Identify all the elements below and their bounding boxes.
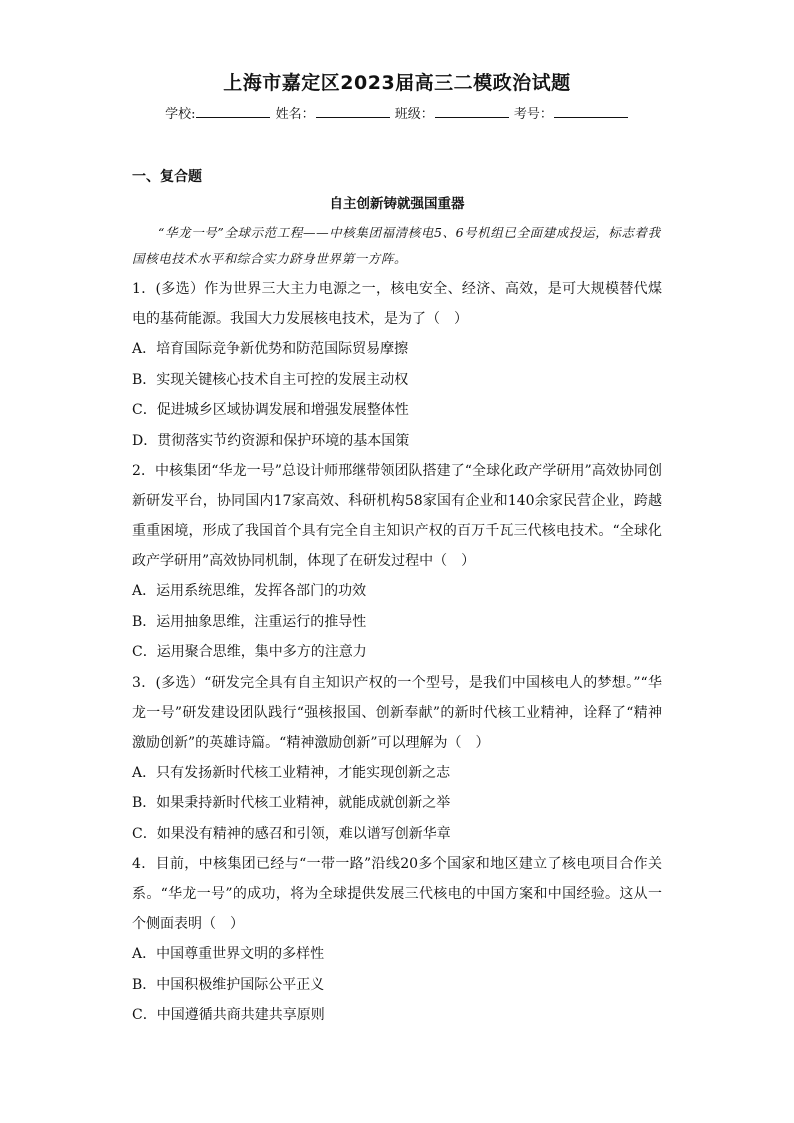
option-b: B．中国积极维护国际公平正义 <box>132 976 325 993</box>
option-a: A．只有发扬新时代核工业精神，才能实现创新之志 <box>132 764 451 781</box>
option-a: A．培育国际竞争新优势和防范国际贸易摩擦 <box>132 341 409 357</box>
exam-content <box>132 220 662 1031</box>
option-b: B．运用抽象思维，注重运行的推导性 <box>132 613 367 630</box>
option-c: C．促进城乡区域协调发展和增强发展整体性 <box>132 402 409 418</box>
class-blank[interactable] <box>435 105 509 118</box>
intro-passage: “华龙一号”全球示范工程——中核集团福清核电5、6号机组已全面建成投运，标志着我国核电技术水平和综合实力跻身世界第一方阵。 <box>132 225 661 266</box>
info-label-exam-number: 考号： <box>513 107 553 122</box>
page-title: 上海市嘉定区2023届高三二模政治试题 <box>223 72 571 94</box>
option-c: C．运用聚合思维，集中多方的注意力 <box>132 644 367 660</box>
student-info-line <box>0 103 794 122</box>
info-label-school: 学校: <box>165 107 196 122</box>
question-text: 4．目前，中核集团已经与“一带一路”沿线20多个国家和地区建立了核电项目合作关系。“华龙一号”的成功，将为全球提供发展三代核电的中国方案和中国经验。这从一个侧面表明（ ） <box>132 856 662 932</box>
option-a: A．运用系统思维，发挥各部门的功效 <box>132 583 367 599</box>
question-2 <box>132 456 662 668</box>
option-b: B．如果秉持新时代核工业精神，就能成就创新之举 <box>132 795 451 811</box>
question-4 <box>132 849 662 1031</box>
question-text: 2．中核集团“华龙一号”总设计师邢继带领团队搭建了“全球化政产学研用”高效协同创新研发平台，协同国内17家高效、科研机构58家国有企业和140余家民营企业，跨越重重困境，形成了我国首个具有完全自主知识产权的百万千瓦三代核电技术。“全球化政产学研用”高效协同机制，体现了在研发过程中（ ） <box>132 463 662 569</box>
question-1 <box>132 274 662 456</box>
passage-subtitle: 自主创新铸就强国重器 <box>329 196 465 212</box>
option-d: D．贯彻落实节约资源和保护环境的基本国策 <box>132 432 410 449</box>
option-b: B．实现关键核心技术自主可控的发展主动权 <box>132 371 409 388</box>
info-label-class: 班级： <box>394 107 434 122</box>
question-text: 3．(多选）“研发完全具有自主知识产权的一个型号，是我们中国核电人的梦想。”“华龙一号”研发建设团队践行“强核报国、创新奉献”的新时代核工业精神，诠释了“精神激励创新”的英雄诗篇。“精神激励创新”可以理解为（ ） <box>132 674 662 751</box>
option-c: C．中国遵循共商共建共享原则 <box>132 1007 325 1023</box>
option-c: C．如果没有精神的感召和引领，难以谱写创新华章 <box>132 825 451 842</box>
question-text: 1．(多选）作为世界三大主力电源之一，核电安全、经济、高效，是可大规模替代煤电的基荷能源。我国大力发展核电技术，是为了（ ） <box>132 281 662 327</box>
exam-number-blank[interactable] <box>554 105 628 118</box>
question-3 <box>132 668 662 850</box>
school-blank[interactable] <box>196 105 270 118</box>
option-a: A．中国尊重世界文明的多样性 <box>132 946 325 962</box>
name-blank[interactable] <box>316 105 390 118</box>
info-label-name: 姓名： <box>275 107 315 122</box>
section-heading: 一、复合题 <box>132 169 202 185</box>
